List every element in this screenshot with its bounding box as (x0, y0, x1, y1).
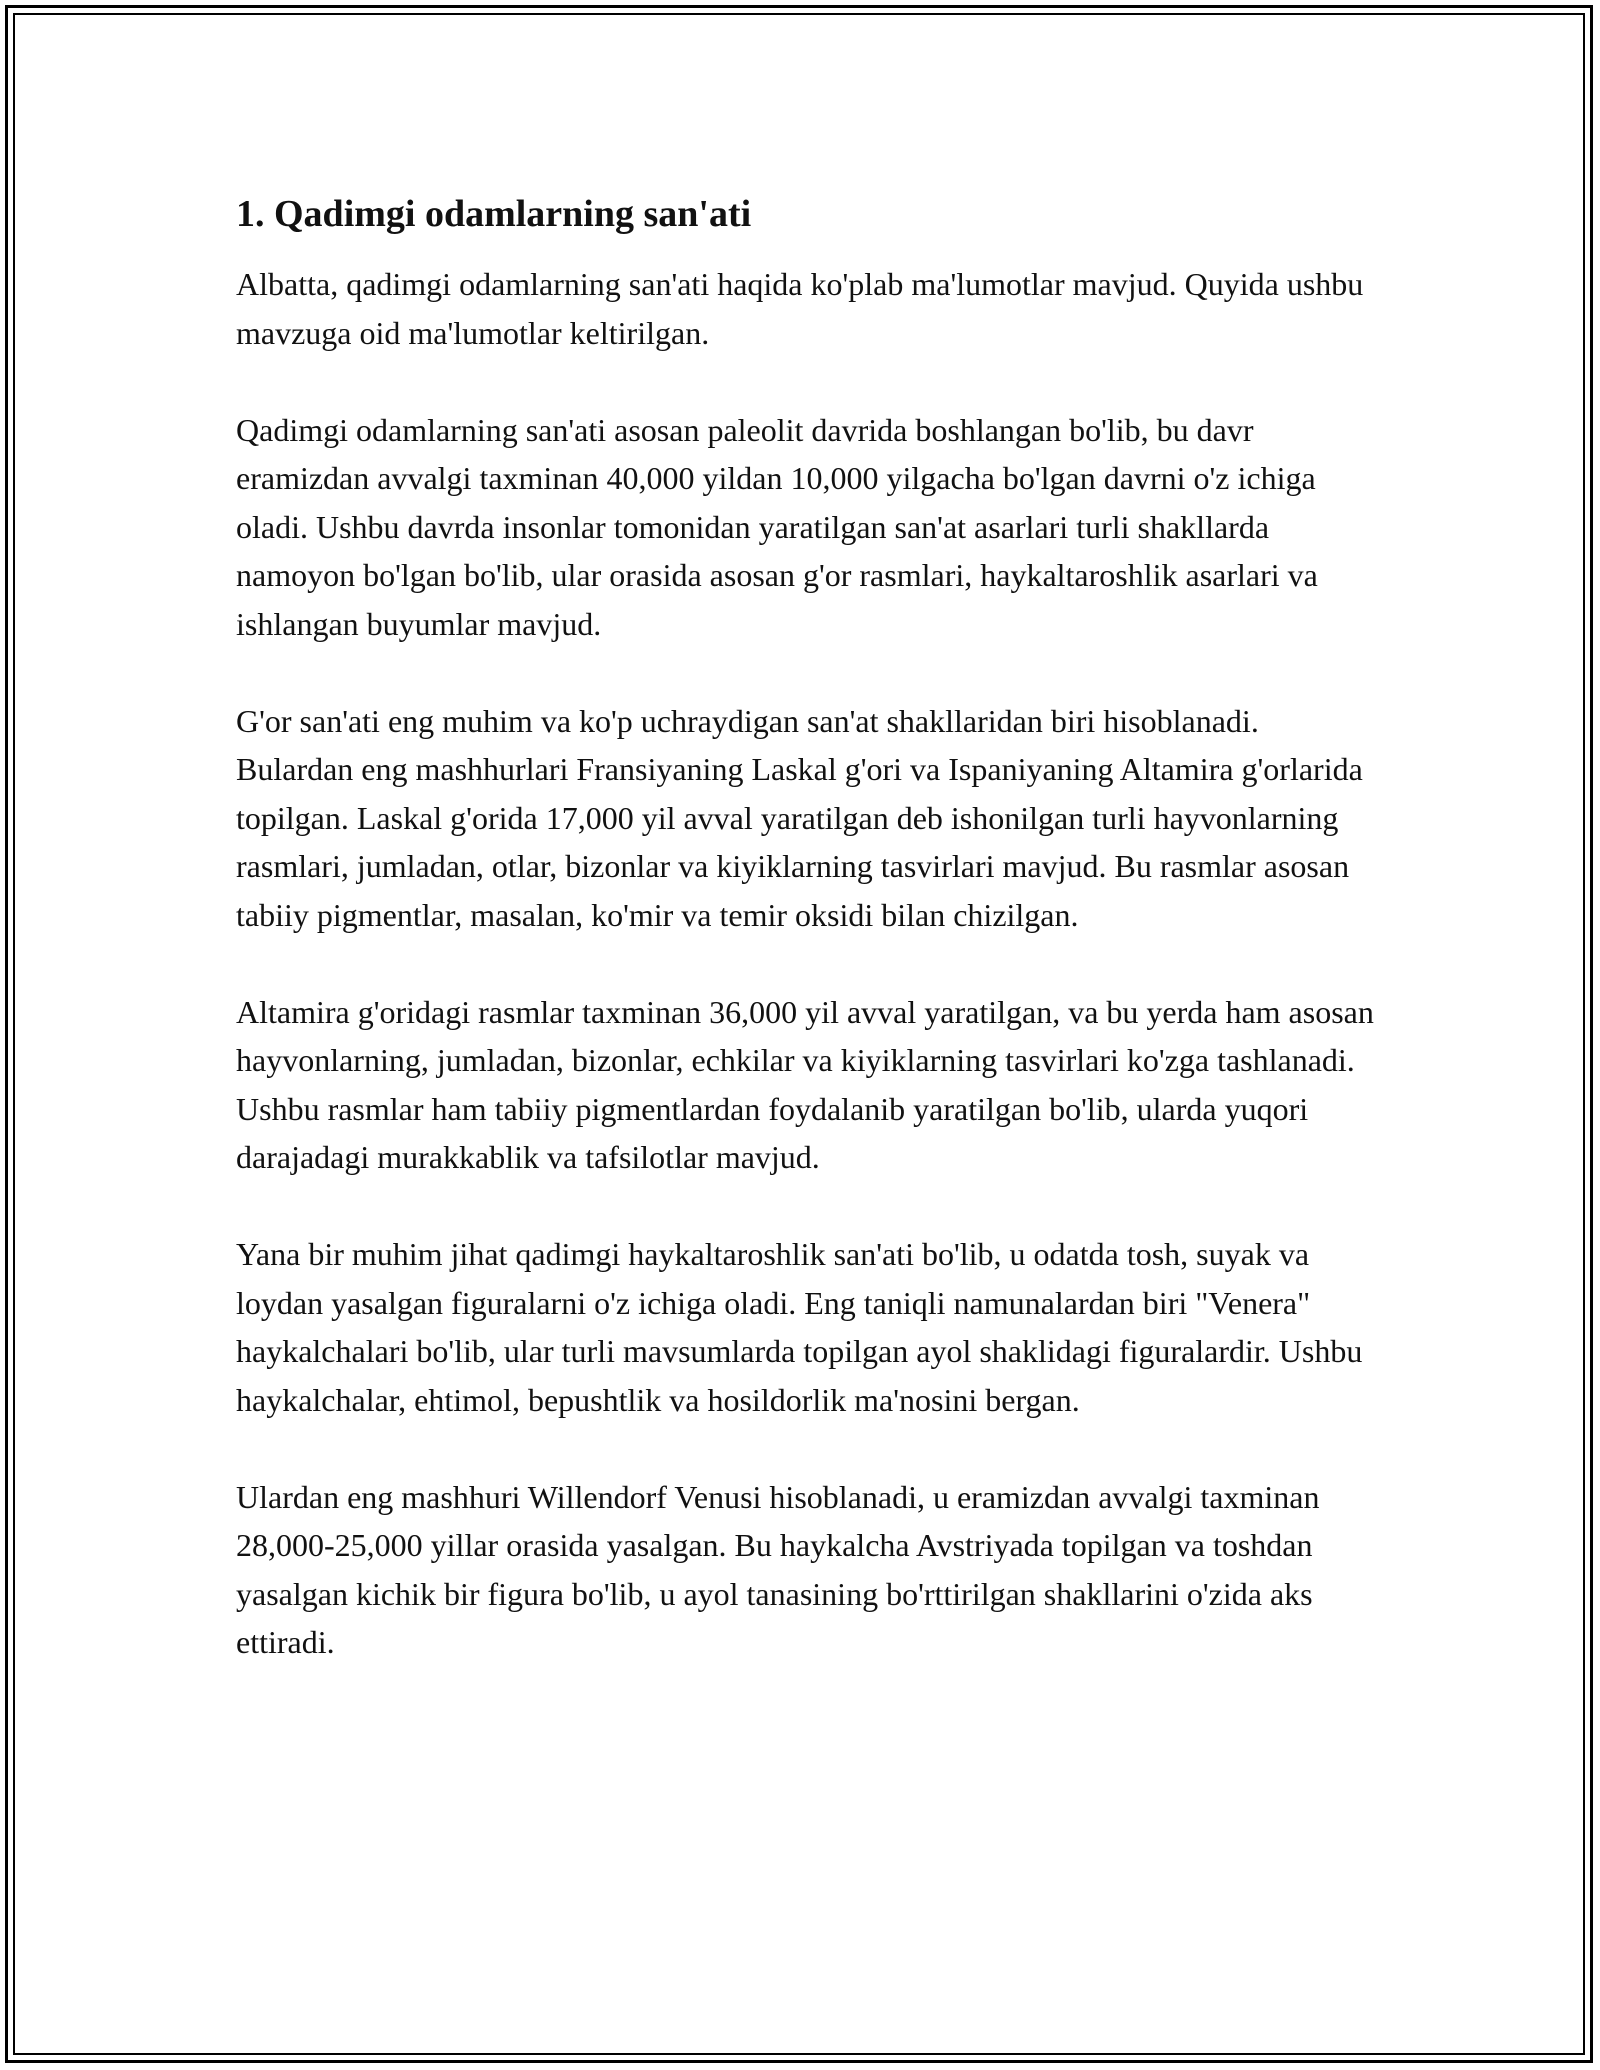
paragraph-intro: Albatta, qadimgi odamlarning san'ati haqida ko'plab ma'lumotlar mavjud. Quyida ushbu mavzuga oid ma'lumotlar keltirilgan. (236, 266, 1364, 351)
paragraph-paleolithic: Qadimgi odamlarning san'ati asosan paleolit davrida boshlangan bo'lib, bu davr eramizdan avvalgi taxminan 40,000 yildan 10,000 yilgacha bo'lgan davrni o'z ichiga oladi. Ushbu davrda insonlar tomonidan yaratilgan san'at asarlari turli shakllarda namoyon bo'lgan bo'lib, ular orasida asosan g'or rasmlari, haykaltaroshlik asarlari va ishlangan buyumlar mavjud. (236, 411, 1318, 642)
document-body (236, 184, 1376, 1715)
paragraph-altamira: Altamira g'oridagi rasmlar taxminan 36,000 yil avval yaratilgan, va bu yerda ham asosan hayvonlarning, jumladan, bizonlar, echkilar va kiyiklarning tasvirlari ko'zga tashlanadi. Ushbu rasmlar ham tabiiy pigmentlardan foydalanib yaratilgan bo'lib, ularda yuqori darajadagi murakkablik va tafsilotlar mavjud. (236, 993, 1374, 1175)
paragraph-willendorf: Ulardan eng mashhuri Willendorf Venusi hisoblanadi, u eramizdan avvalgi taxminan 28,000-25,000 yillar orasida yasalgan. Bu haykalcha Avstriyada topilgan va toshdan yasalgan kichik bir figura bo'lib, u ayol tanasining bo'rttirilgan shakllarini o'zida aks ettiradi. (236, 1478, 1320, 1660)
paragraph-sculpture: Yana bir muhim jihat qadimgi haykaltaroshlik san'ati bo'lib, u odatda tosh, suyak va loydan yasalgan figuralarni o'z ichiga oladi. Eng taniqli namunalardan biri "Venera" haykalchalari bo'lib, ular turli mavsumlarda topilgan ayol shaklidagi figuralardir. Ushbu haykalchalar, ehtimol, bepushtlik va hosildorlik ma'nosini bergan. (236, 1236, 1363, 1418)
page-title: 1. Qadimgi odamlarning san'ati (236, 193, 752, 235)
paragraph-cave-art: G'or san'ati eng muhim va ko'p uchraydigan san'at shakllaridan biri hisoblanadi. Bulardan eng mashhurlari Fransiyaning Laskal g'ori va Ispaniyaning Altamira g'orlarida topilgan. Laskal g'orida 17,000 yil avval yaratilgan deb ishonilgan turli hayvonlarning rasmlari, jumladan, otlar, bizonlar va kiyiklarning tasvirlari mavjud. Bu rasmlar asosan tabiiy pigmentlar, masalan, ko'mir va temir oksidi bilan chizilgan. (236, 702, 1363, 933)
